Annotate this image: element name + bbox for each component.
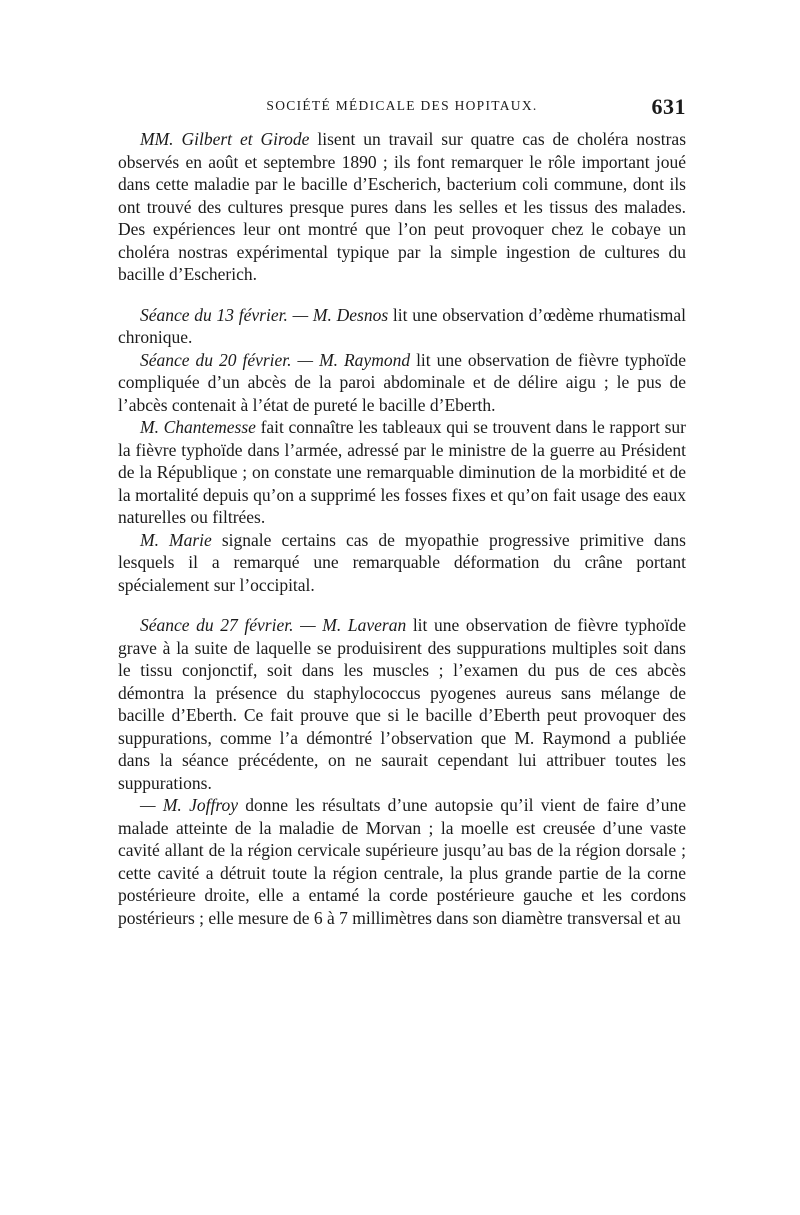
body-text bbox=[118, 128, 686, 929]
paragraph-seance-20-fevrier bbox=[118, 349, 686, 417]
paragraph-gilbert-girode bbox=[118, 128, 686, 286]
paragraph-text: lit une observation d’œdème rhumatismal chronique. bbox=[118, 304, 686, 347]
paragraph-text: lisent un travail sur quatre cas de choléra nostras observés en août et septembre 1890 ; ils font remarquer le rôle important joué dans cette maladie par le bacille d’Escherich, bacterium coli commune, dont ils ont trouvé des cultures presque pures dans les selles et les tissus des malades. Des expériences leur ont montré que l’on peut provoquer chez le cobaye un choléra nostras expérimental typique par la simple ingestion de cultures du bacille d’Escherich. bbox=[118, 129, 687, 284]
paragraph-text: lit une observation de fièvre typhoïde grave à la suite de laquelle se produisirent des suppurations multiples soit dans le tissu conjonctif, soit dans les muscles ; l’examen du pus de ces abcès démontra la présence du staphylococcus pyogenes aureus sans mélange de bacille d’Eberth. Ce fait prouve que si le bacille d’Eberth peut provoquer des suppurations, comme l’a démontré l’observation que M. Raymond a publiée dans la séance précédente, on ne saurait cependant lui attribuer toutes les suppurations. bbox=[118, 615, 686, 793]
paragraph-text: signale certains cas de myopathie progressive primitive dans lesquels il a remarqué une remarquable déformation du crâne portant spécialement sur l’occipital. bbox=[118, 529, 686, 595]
paragraph-text: fait connaître les tableaux qui se trouvent dans le rapport sur la fièvre typhoïde dans l’armée, adressé par le ministre de la guerre au Président de la République ; on constate une remarquable diminution de la morbidité et de la mortalité depuis qu’on a supprimé les fosses fixes et qu’on fait usage des eaux naturelles ou filtrées. bbox=[118, 417, 686, 527]
page-number: 631 bbox=[651, 94, 686, 119]
paragraph-lead: Séance du 13 février. — M. Desnos bbox=[140, 304, 389, 325]
paragraph-seance-13-fevrier bbox=[118, 304, 686, 349]
paragraph-lead: M. Marie bbox=[140, 529, 212, 550]
paragraph-marie bbox=[118, 529, 686, 597]
paragraph-lead: Séance du 20 février. — M. Raymond bbox=[140, 349, 411, 370]
running-head bbox=[118, 94, 686, 118]
paragraph-text: lit une observation de fièvre typhoïde compliquée d’un abcès de la paroi abdominale et de délire aigu ; le pus de l’abcès contenait à l’état de pureté le bacille d’Eberth. bbox=[118, 349, 686, 415]
paragraph-lead: Séance du 27 février. — M. Laveran bbox=[140, 615, 407, 635]
paragraph-chantemesse bbox=[118, 416, 686, 529]
paragraph-seance-27-fevrier bbox=[118, 614, 686, 794]
running-title: SOCIÉTÉ MÉDICALE DES HOPITAUX. bbox=[266, 98, 538, 113]
paragraph-joffroy bbox=[118, 794, 686, 929]
paragraph-lead: — M. Joffroy bbox=[140, 795, 239, 815]
paragraph-lead: MM. Gilbert et Girode bbox=[140, 129, 310, 149]
paragraph-text: donne les résultats d’une autopsie qu’il vient de faire d’une malade atteinte de la maladie de Morvan ; la moelle est creusée d’une vaste cavité allant de la région cervicale supérieure jusqu’au bas de la région dorsale ; cette cavité a détruit toute la région centrale, la plus grande partie de la corne postérieure droite, elle a entamé la corde postérieure gauche et les cordons postérieurs ; elle mesure de 6 à 7 millimètres dans son diamètre transversal et au bbox=[118, 795, 687, 928]
paragraph-lead: M. Chantemesse bbox=[140, 417, 256, 437]
